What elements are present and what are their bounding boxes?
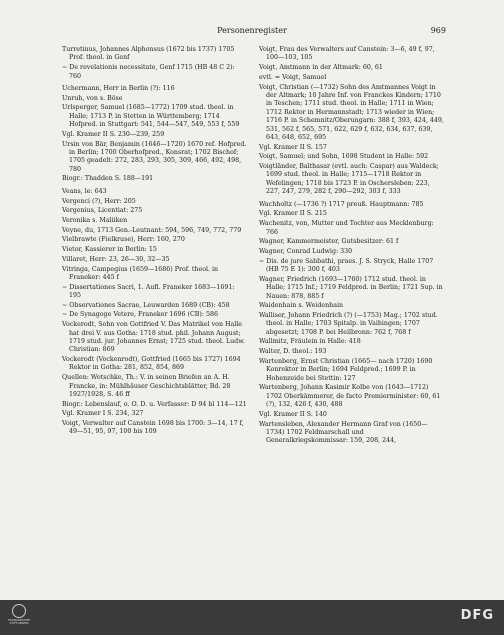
index-entry: Urlsperger, Samuel (1685—1772) 1709 stud. theol. in Halle; 1713 P. in Stetten in Württemberg; 1714 Hofpred. in Stuttgart: 541, 544—547, 549, 553 f, 559 bbox=[62, 104, 240, 129]
index-entry: Wartensleben, Alexander Hermann Graf von (1650—1734) 1702 Feldmarschall und Generalkriegskommissar: 159, 208, 244, bbox=[259, 420, 428, 445]
index-entry: Voigt, Verwalter auf Canstein 1698 bis 1700: 3—14, 17 f, 49—51, 95, 97, 100 bis 109 bbox=[62, 420, 244, 436]
index-entry: Uchermann, Herr in Berlin (?): 116 bbox=[62, 84, 175, 92]
index-entry: ∼ De revelationis necessitate, Genf 1715 (HB 48 C 2): 760 bbox=[62, 64, 235, 80]
index-entry: Vietor, Kassierer in Berlin: 15 bbox=[62, 246, 157, 254]
index-entry: Biogr.: Lebenslauf, o. O. D. u. Verfasser: D 94 bl 114—121 bbox=[62, 400, 247, 408]
index-entry: Voigt, Christian (—1732) Sohn des Amtmannes Voigt in der Altmark; 10 Jahre Inf. von Franckes Kindern; 1710 in Teschen; 1711 stud. theol. in Halle; 1711 in Wien; 1712 Rektor in Hermannstadt; 1713 wieder in Wien; 1716 P. in Schemnitz/Oberungarn: 388 f, 393, 424, 449, 531, 562 f, 565, 571, 622, 629 f, 632, 634, 637, 639, 643, 648, 652, 695 bbox=[259, 83, 444, 141]
index-entry: Villaret, Herr: 23, 26—30, 32—35 bbox=[62, 255, 170, 263]
index-entry: Veans, le: 643 bbox=[62, 187, 107, 195]
index-entry: Vitringa, Campegius (1659—1686) Prof. theol. in Franeker: 445 f bbox=[62, 265, 219, 281]
logo-text: FRANCKESCHE STIFTUNGEN bbox=[7, 618, 31, 626]
index-entry: Walter, D. theol.: 193 bbox=[259, 348, 327, 356]
index-entry: Waidenhain s. Weidenhain bbox=[259, 302, 344, 310]
index-entry: Vgl. Kramer II S. 140 bbox=[259, 410, 327, 418]
index-entry: Veyne, du, 1713 Gen.-Leutnant: 594, 596, 749, 772, 779 bbox=[62, 226, 242, 234]
index-entry: ∼ Dis. de jure Sabbathi, praes. J. S. Stryck, Halle 1707 (HB 75 E 1): 300 f, 403 bbox=[259, 257, 434, 274]
index-entry: Vgl. Kramer I S. 234, 327 bbox=[62, 410, 144, 418]
scan-footer bbox=[0, 600, 504, 635]
index-entry: Wartenberg, Johann Kasimir Kolbe von (1643—1712) 1702 Oberkämmerer, de facto Premierminister: 60, 61 (?), 132, 426 f, 430, 488 bbox=[259, 384, 441, 409]
index-entry: Vergenci (?), Herr: 205 bbox=[62, 197, 136, 205]
index-entry: Wallmitz, Fräulein in Halle: 418 bbox=[259, 338, 361, 346]
index-entry: Turretinus, Johannes Alphonsus (1672 bis 1737) 1705 Prof. theol. in Genf bbox=[62, 46, 235, 62]
francke-foundation-logo bbox=[6, 604, 32, 632]
index-entry: Walliser, Johann Friedrich (?) (—1753) Mag.; 1702 stud. theol. in Halle; 1703 Spitalp. in Vaihingen; 1707 abgesetzt; 1708 P. bei Heilbronn: 762 f, 768 f bbox=[259, 311, 438, 336]
index-entry: Wagner, Kammermeister, Gutsbesitzer: 61 f bbox=[259, 238, 399, 246]
seal-icon bbox=[12, 604, 26, 618]
index-entry: Vgl. Kramer II S. 230—239, 259 bbox=[62, 130, 165, 138]
index-entry: Voigt, Samuel; und Sohn, 1698 Student in Halle: 592 bbox=[259, 153, 429, 161]
index-entry: evtl. = Voigt, Samuel bbox=[259, 73, 327, 81]
left-column bbox=[62, 46, 247, 438]
index-entry: Quellen: Wotschke, Th.: V. in seinen Briefen an A. H. Francke, in: Mühlhäuser Geschichtsblätter, Bd. 28 1927/1928, S. 46 ff bbox=[62, 374, 231, 398]
index-entry: ∼ Observationes Sacrae, Leuwarden 1689 (CB): 458 bbox=[62, 301, 230, 309]
index-entry: Ursin von Bär, Benjamin (1646—1720) 1670 ref. Hofpred. in Berlin; 1700 Oberhofpred., Konsrat; 1702 Bischof; 1705 geadelt: 272, 283, 293, 305, 309, 466, 492, 498, 780 bbox=[62, 140, 247, 173]
page-title: Personenregister bbox=[217, 26, 287, 35]
right-column bbox=[259, 46, 444, 447]
index-entry: Vockerodt, Sohn von Gottfried V. Das Matrikel von Halle hat drei V. aus Gotha: 1718 stud. phil. Johann August; 1719 stud. jur. Johannes Ernst; 1725 stud. theol. Ludw. Christian: 869 bbox=[62, 321, 245, 354]
index-entry: Voigt, Amtmann in der Altmark: 60, 61 bbox=[259, 64, 383, 72]
index-entry: Veronika s. Maliiken bbox=[62, 216, 128, 224]
dfg-logo: DFG bbox=[460, 608, 494, 623]
index-entry: Voigtländer, Balthasar (evtl. auch: Caspar) aus Waldeck; 1699 stud. theol. in Halle; 1715—1718 Rektor in Wefelingen; 1718 bis 1723 P. in Oschersleben: 223, 227, 247, 279, 282 f, 290—292, 303 f, 333 bbox=[259, 163, 439, 196]
index-entry: Voigt, Frau des Verwalters auf Canstein: 3—6, 49 f, 97, 100—103, 105 bbox=[259, 46, 435, 62]
index-entry: Wachholtz (—1736 ?) 1717 preuß. Hauptmann: 785 bbox=[259, 200, 424, 208]
index-entry: Vockerodt (Vockenrodt), Gottfried (1665 bis 1727) 1694 Rektor in Gotha: 281, 852, 854, 869 bbox=[62, 356, 241, 372]
index-entry: Wartenberg, Ernst Christian (1665— nach 1720) 1690 Konrektor in Berlin; 1694 Feldpred.; 1699 P. in Hohenzeide bei Stettin: 127 bbox=[259, 357, 433, 382]
index-entry: ∼ Dissertationes Sacri, 1. Aufl. Franeker 1683—1691: 195 bbox=[62, 283, 235, 300]
index-entry: Vergenius, Licentiat: 275 bbox=[62, 207, 143, 215]
index-entry: Vielbrawte (Fielkruse), Herr: 160, 270 bbox=[62, 236, 185, 244]
index-entry: Vgl. Kramer II S. 215 bbox=[259, 210, 327, 218]
index-entry: Biogr.: Thadden S. 188—191 bbox=[62, 175, 154, 183]
index-entry: Vgl. Kramer II S. 157 bbox=[259, 143, 327, 151]
index-entry: Wachenitz, von, Mutter und Tochter aus Mecklenburg: 766 bbox=[259, 220, 434, 236]
index-entry: Wagner, Conrad Ludwig: 330 bbox=[259, 247, 353, 255]
index-entry: ∼ De Synagoge Vetere, Franeker 1696 (CB): 586 bbox=[62, 311, 219, 319]
index-entry: Unruh, von s. Böse bbox=[62, 94, 123, 102]
page-number: 969 bbox=[430, 26, 446, 35]
index-entry: Wagner, Friedrich (1693—1760) 1712 stud. theol. in Halle; 1715 Inf.; 1719 Feldpred. in Berlin; 1721 Sup. in Nauen: 878, 885 f bbox=[259, 275, 443, 300]
